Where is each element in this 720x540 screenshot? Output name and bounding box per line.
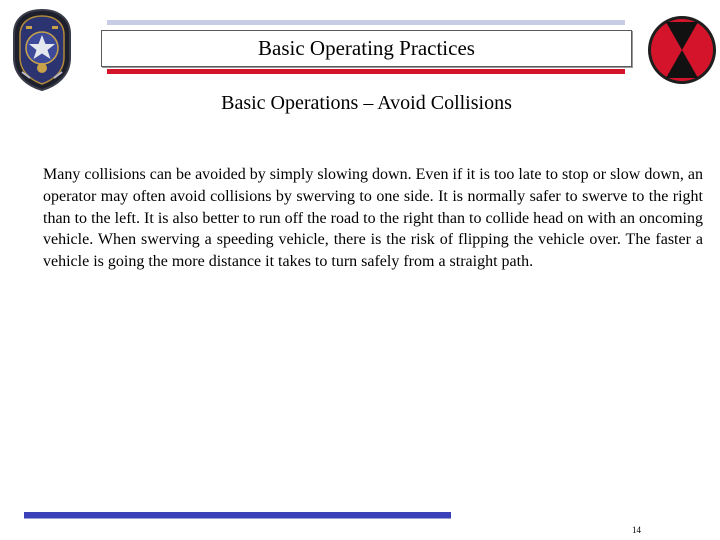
slide-subtitle: Basic Operations – Avoid Collisions bbox=[221, 92, 512, 114]
slide-title-box bbox=[101, 30, 632, 67]
division-insignia-logo bbox=[646, 14, 718, 86]
footer-bar-shadow bbox=[24, 518, 451, 519]
slide-title: Basic Operating Practices bbox=[258, 36, 475, 60]
unit-emblem-icon bbox=[8, 8, 76, 92]
body-paragraph: Many collisions can be avoided by simply slowing down. Even if it is too late to stop or slow down, an operator may often avoid collisions by swerving to one side. It is normally safer to swerve to the right than to the left. It is also better to run off the road to the right than to collide head on with an oncoming vehicle. When swerving a speeding vehicle, there is the risk of flipping the vehicle over. The faster a vehicle is going the more distance it takes to turn safely from a straight path. bbox=[43, 166, 703, 271]
unit-emblem-logo bbox=[8, 8, 76, 92]
page-number: 14 bbox=[632, 525, 641, 535]
header-accent-bar bbox=[107, 69, 625, 74]
hourglass-insignia-icon bbox=[646, 14, 718, 86]
header-top-bar bbox=[107, 20, 625, 25]
